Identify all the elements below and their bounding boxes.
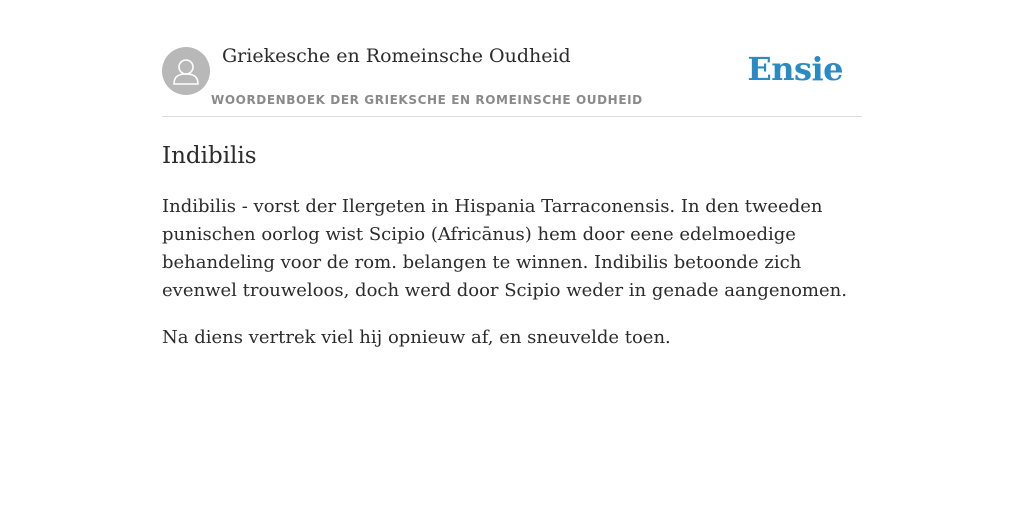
source-title[interactable]: Griekesche en Romeinsche Oudheid <box>222 45 571 67</box>
content-container <box>162 0 862 371</box>
source-header <box>162 0 862 117</box>
user-avatar-icon[interactable] <box>162 47 210 95</box>
entry-paragraph: Indibilis - vorst der Ilergeten in Hispania Tarraconensis. In den tweeden punischen oorlog wist Scipio (Africānus) hem door eene edelmoedige behandeling voor de rom. belangen te winnen. Indibilis betoonde zich evenwel trouweloos, doch werd door Scipio weder in genade aangenomen. <box>162 196 847 301</box>
source-subtitle[interactable]: WOORDENBOEK DER GRIEKSCHE EN ROMEINSCHE OUDHEID <box>211 93 643 107</box>
entry-title: Indibilis <box>162 143 257 169</box>
entry-body <box>162 193 862 352</box>
brand-logo[interactable]: Ensie <box>747 50 843 88</box>
entry-paragraph: Na diens vertrek viel hij opnieuw af, en sneuvelde toen. <box>162 327 671 348</box>
